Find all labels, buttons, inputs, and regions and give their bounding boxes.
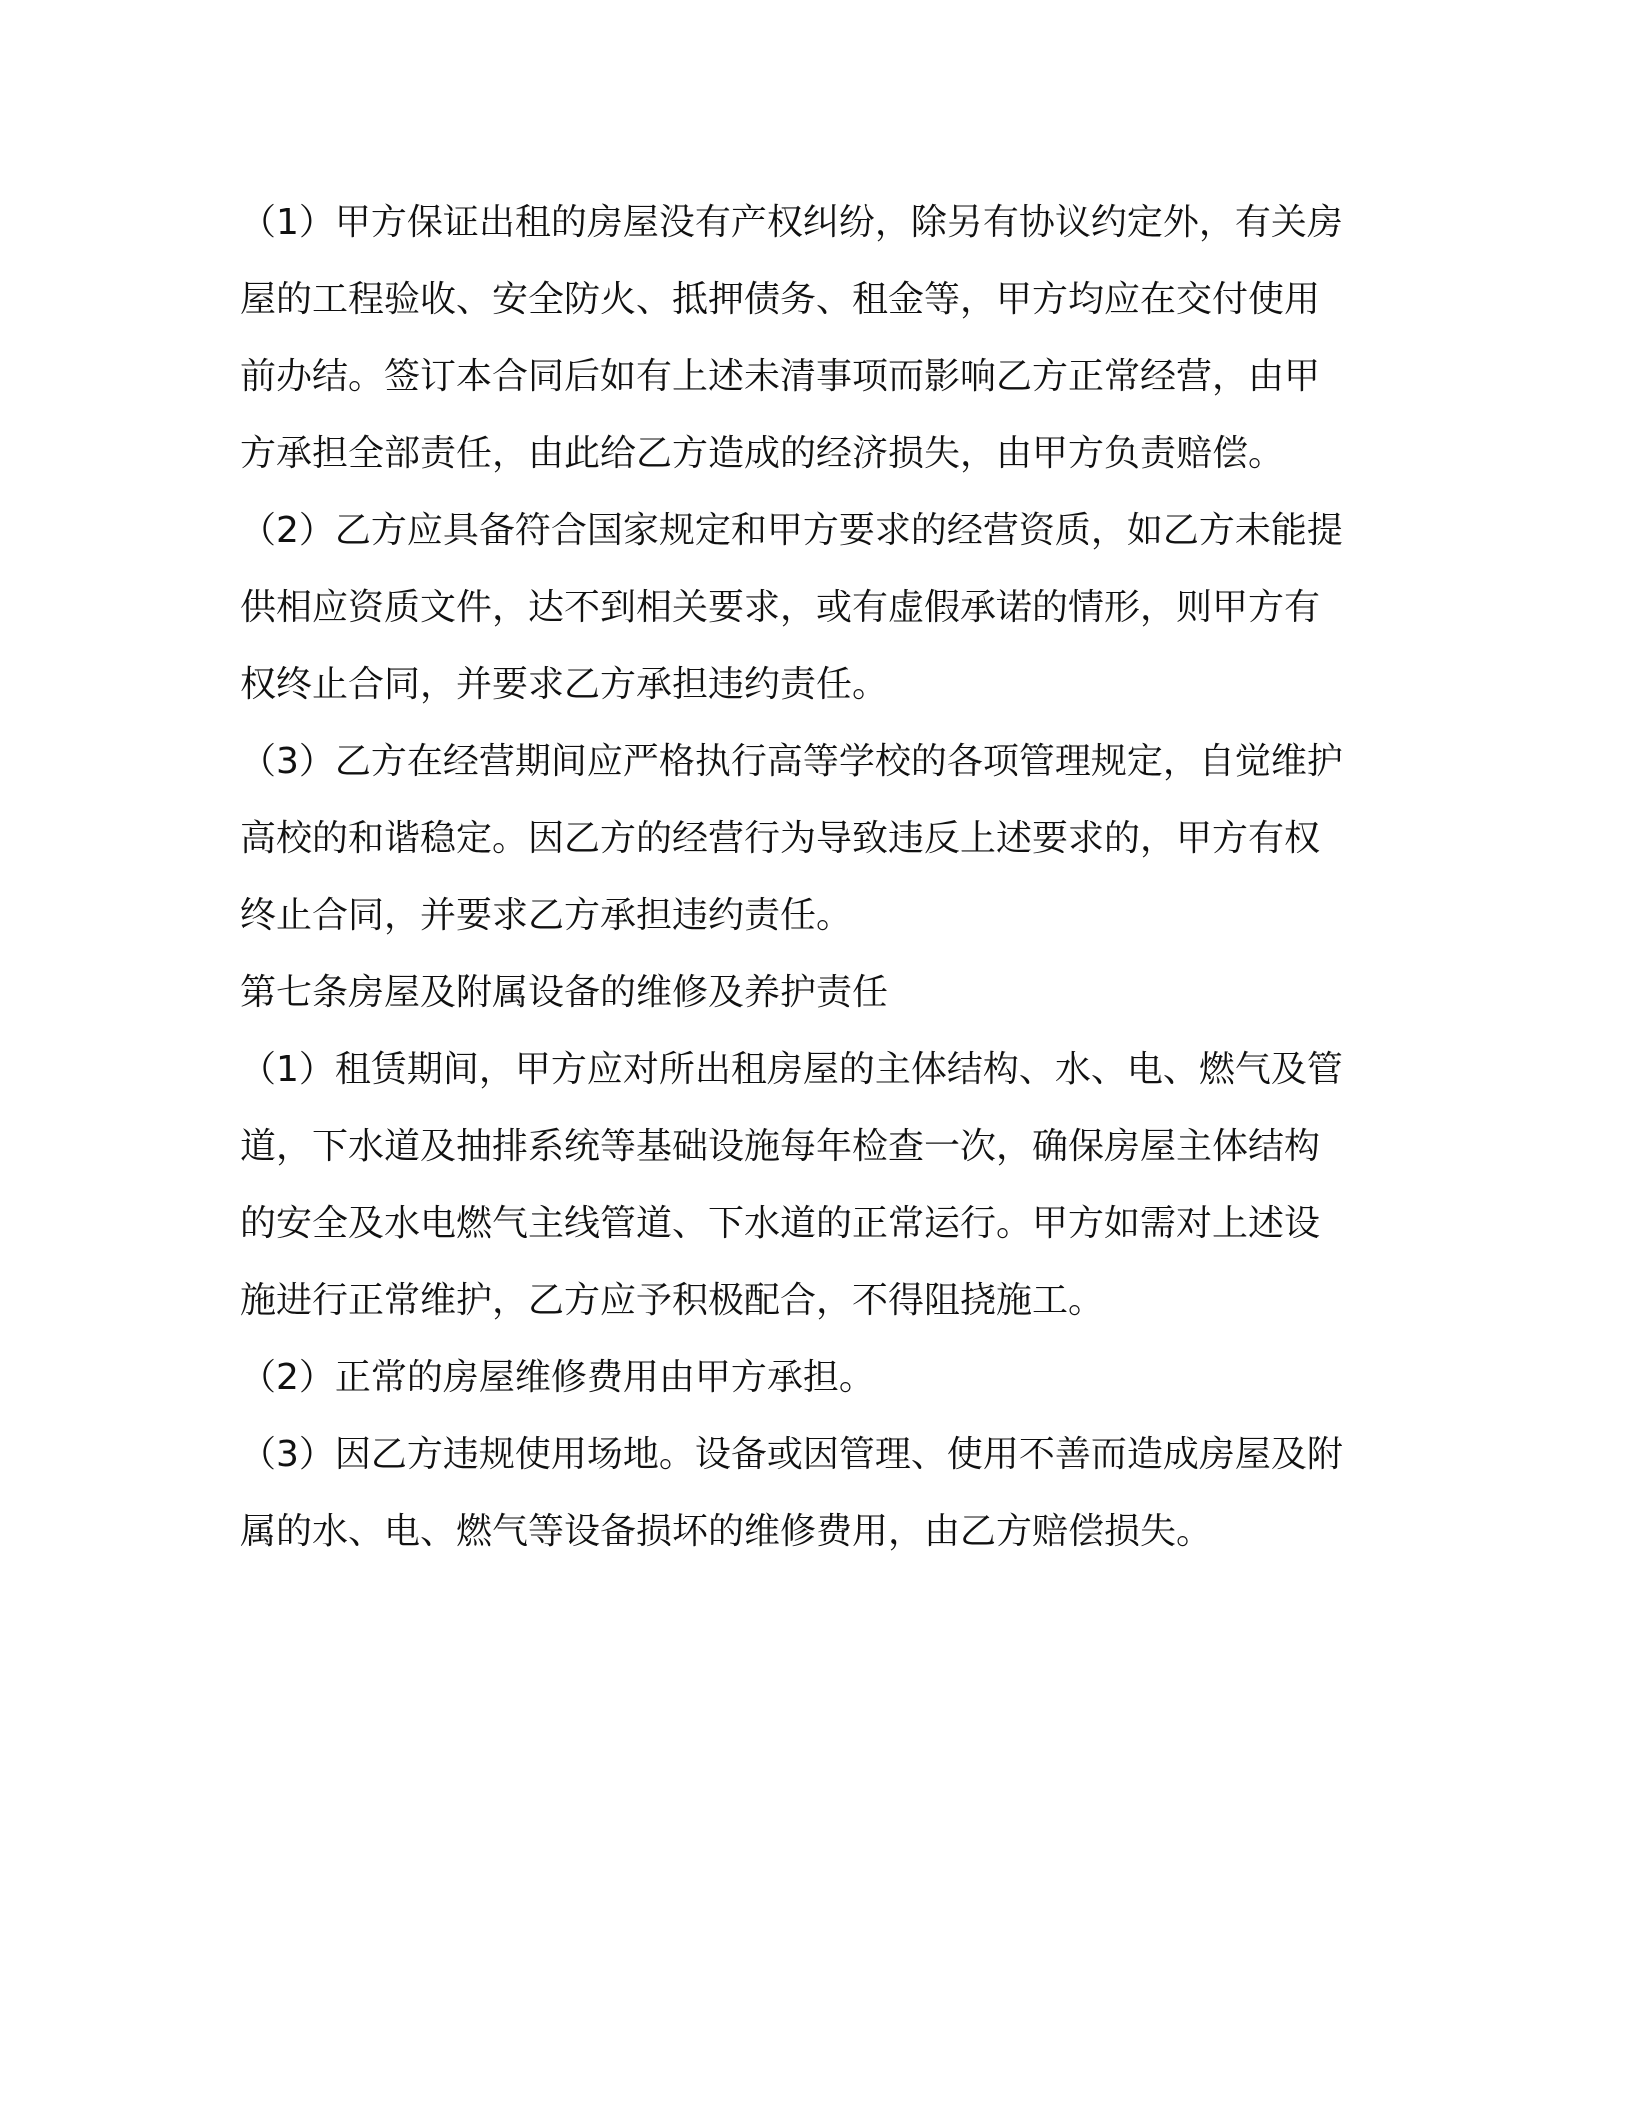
clause-paragraph: （2）乙方应具备符合国家规定和甲方要求的经营资质，如乙方未能提 供相应资质文件，达不到相关要求，或有虚假承诺的情形，则甲方有 权终止合同，并要求乙方承担违约责任。 xyxy=(240,510,1343,705)
document-body xyxy=(240,184,1390,1570)
clause-paragraph: （2）正常的房屋维修费用由甲方承担。 xyxy=(240,1357,875,1398)
section-heading: 第七条房屋及附属设备的维修及养护责任 xyxy=(240,972,889,1013)
clause-paragraph: （3）因乙方违规使用场地。设备或因管理、使用不善而造成房屋及附 属的水、电、燃气等设备损坏的维修费用，由乙方赔偿损失。 xyxy=(240,1434,1343,1552)
clause-paragraph: （1）租赁期间，甲方应对所出租房屋的主体结构、水、电、燃气及管 道，下水道及抽排系统等基础设施每年检查一次，确保房屋主体结构 的安全及水电燃气主线管道、下水道的正常运行。甲方如需对上述设 施进行正常维护，乙方应予积极配合，不得阻挠施工。 xyxy=(240,1049,1343,1321)
clause-paragraph: （1）甲方保证出租的房屋没有产权纠纷，除另有协议约定外，有关房 屋的工程验收、安全防火、抵押债务、租金等，甲方均应在交付使用 前办结。签订本合同后如有上述未清事项而影响乙方正常经营，由甲 方承担全部责任，由此给乙方造成的经济损失，由甲方负责赔偿。 xyxy=(240,202,1343,474)
clause-paragraph: （3）乙方在经营期间应严格执行高等学校的各项管理规定，自觉维护 高校的和谐稳定。因乙方的经营行为导致违反上述要求的，甲方有权 终止合同，并要求乙方承担违约责任。 xyxy=(240,741,1343,936)
